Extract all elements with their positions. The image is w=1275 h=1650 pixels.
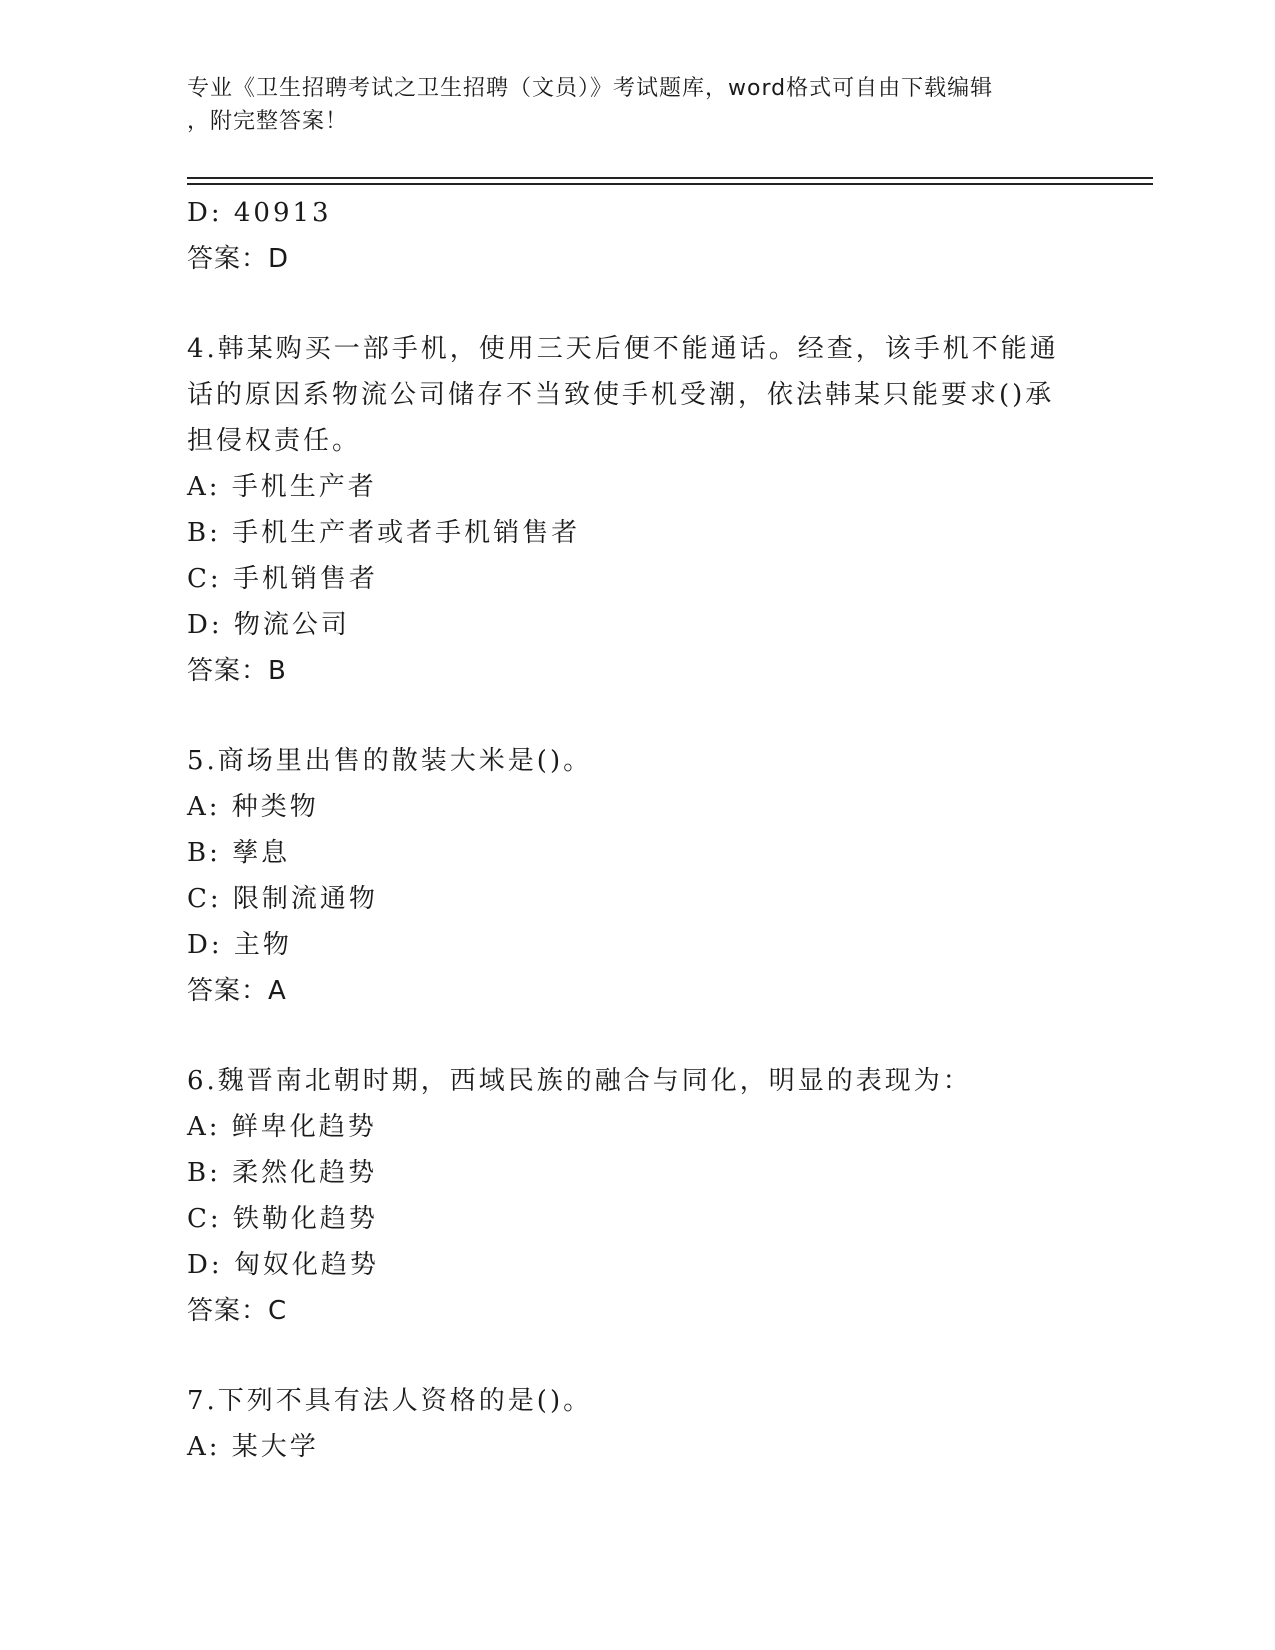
question-5	[187, 738, 1087, 1014]
option-a: A: 鲜卑化趋势	[187, 1112, 377, 1142]
header-line-2: ，附完整答案！	[187, 109, 349, 134]
header-divider-top	[187, 177, 1153, 179]
option-a: A: 某大学	[187, 1432, 319, 1462]
answer-line: 答案：A	[187, 976, 287, 1006]
stem-line: 6.魏晋南北朝时期，西域民族的融合与同化，明显的表现为：	[187, 1066, 972, 1096]
option-a: A: 手机生产者	[187, 472, 377, 502]
option-d: D: 主物	[187, 930, 292, 960]
stem-line: 5.商场里出售的散装大米是()。	[187, 746, 593, 776]
question-list	[187, 190, 1087, 1470]
previous-question-tail	[187, 190, 1087, 282]
option-c: C: 铁勒化趋势	[187, 1204, 378, 1234]
option-c: C: 手机销售者	[187, 564, 378, 594]
option-b: B: 柔然化趋势	[187, 1158, 378, 1188]
answer-line: 答案：B	[187, 656, 287, 686]
question-7	[187, 1378, 1087, 1470]
answer-line: 答案：D	[187, 244, 290, 274]
header-divider-bottom	[187, 183, 1153, 185]
question-stem	[187, 1378, 1087, 1424]
document-header	[187, 72, 1067, 138]
stem-line: 担侵权责任。	[187, 426, 362, 456]
question-stem	[187, 326, 1087, 464]
question-stem	[187, 1058, 1087, 1104]
option-d: D: 40913	[187, 198, 332, 228]
question-4	[187, 326, 1087, 694]
option-d: D: 物流公司	[187, 610, 350, 640]
option-a: A: 种类物	[187, 792, 319, 822]
option-d: D: 匈奴化趋势	[187, 1250, 379, 1280]
stem-line: 4.韩某购买一部手机，使用三天后便不能通话。经查，该手机不能通	[187, 334, 1059, 364]
option-c: C: 限制流通物	[187, 884, 378, 914]
answer-line: 答案：C	[187, 1296, 288, 1326]
question-6	[187, 1058, 1087, 1334]
option-b: B: 手机生产者或者手机销售者	[187, 518, 581, 548]
option-b: B: 孳息	[187, 838, 291, 868]
stem-line: 话的原因系物流公司储存不当致使手机受潮，依法韩某只能要求()承	[187, 380, 1055, 410]
header-line-1: 专业《卫生招聘考试之卫生招聘（文员）》考试题库，word格式可自由下载编辑	[187, 76, 994, 101]
question-stem	[187, 738, 1087, 784]
stem-line: 7.下列不具有法人资格的是()。	[187, 1386, 593, 1416]
